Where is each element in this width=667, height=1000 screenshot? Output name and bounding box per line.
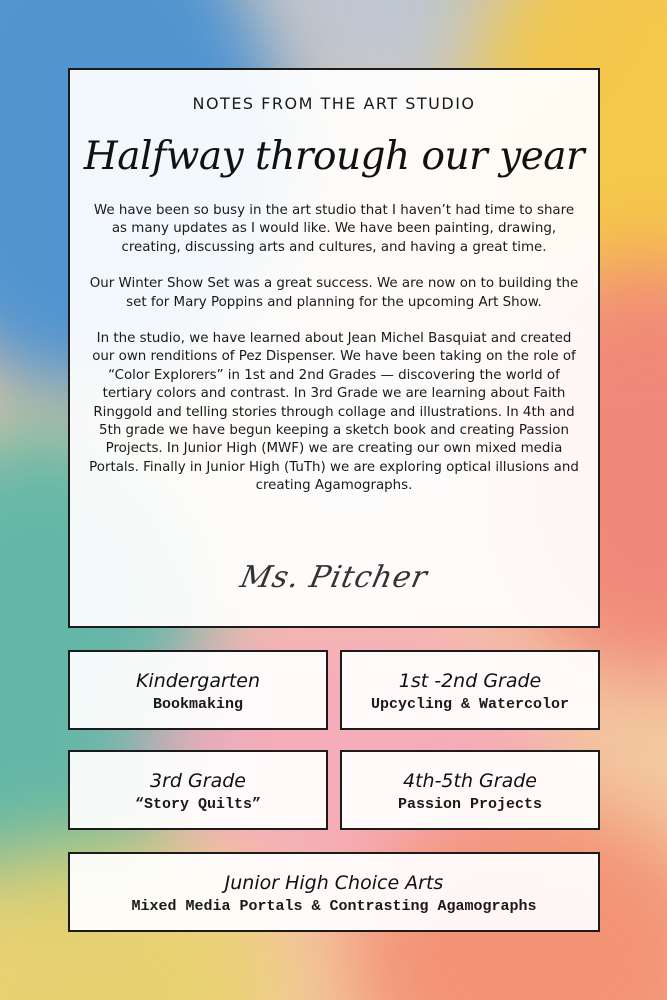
grade-title: Junior High Choice Arts xyxy=(224,872,444,894)
grade-title: 4th-5th Grade xyxy=(403,770,537,792)
paragraph-studio-projects: In the studio, we have learned about Jean Michel Basquiat and created our own renditions of Pez Dispenser. We have been taking on the role of “Color Explorers” in 1st and 2nd Grades — discovering the world of tertiary colors and contrast. In 3rd Grade we are learning about Faith Ringgold and telling stories through collage and illustrations. In 4th and 5th grade we have begun keeping a sketch book and creating Passion Projects. In Junior High (MWF) we are creating our own mixed media Portals. Finally in Junior High (TuTh) we are exploring optical illusions and creating Agamographs. xyxy=(89,331,579,494)
page-title: Halfway through our year xyxy=(83,134,585,179)
paragraph-winter-show: Our Winter Show Set was a great success. We are now on to building the set for Mary Poppins and planning for the upcoming Art Show. xyxy=(89,276,579,310)
grade-card-junior-high xyxy=(68,852,600,932)
grade-card-kindergarten xyxy=(68,650,328,730)
newsletter-body xyxy=(88,202,580,514)
grade-card-1st-2nd xyxy=(340,650,600,730)
paragraph-intro: We have been so busy in the art studio that I haven’t had time to share as many updates as I would like. We have been painting, drawing, creating, discussing arts and cultures, and having a great time. xyxy=(93,203,575,255)
grade-card-3rd xyxy=(68,750,328,830)
grade-subtitle: Bookmaking xyxy=(152,696,243,713)
grade-card-4th-5th xyxy=(340,750,600,830)
grade-title: Kindergarten xyxy=(135,670,261,692)
grade-subtitle: Passion Projects xyxy=(397,796,543,813)
grade-title: 3rd Grade xyxy=(150,770,246,792)
grade-title: 1st -2nd Grade xyxy=(398,670,542,692)
newsletter-card xyxy=(68,68,600,628)
grade-subtitle: Mixed Media Portals & Contrasting Agamographs xyxy=(131,898,537,915)
grade-subtitle: “Story Quilts” xyxy=(134,796,262,813)
kicker-text: NOTES FROM THE ART STUDIO xyxy=(192,94,476,113)
signature: Ms. Pitcher xyxy=(237,560,431,595)
grade-subtitle: Upcycling & Watercolor xyxy=(370,696,570,713)
